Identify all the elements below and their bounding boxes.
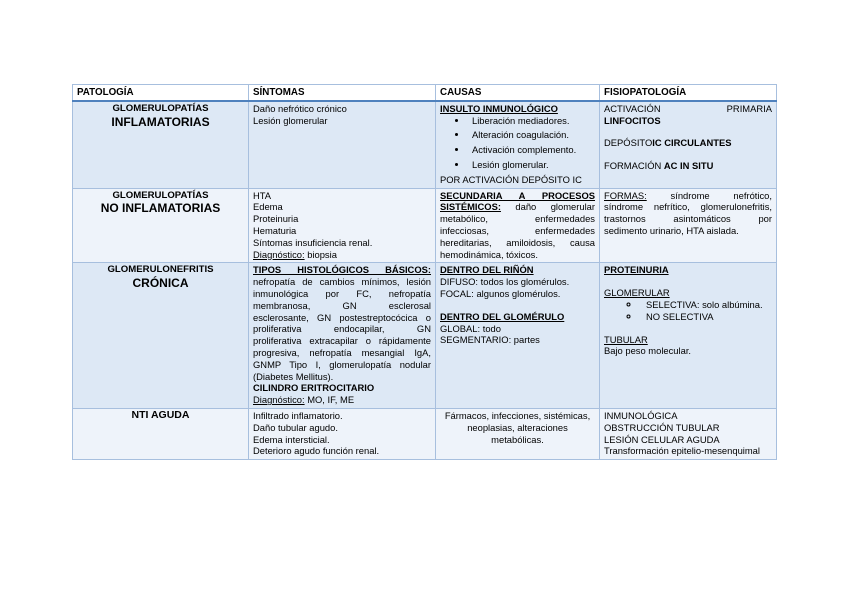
physio-heading: PROTEINURIA (604, 264, 669, 276)
physio-text: síndrome nefrótico, (646, 189, 772, 201)
symptom-text: Deterioro agudo función renal. (253, 445, 380, 457)
cell-sintomas (249, 188, 436, 263)
cell-fisiopatologia (600, 101, 777, 188)
cell-causas (436, 188, 600, 263)
pathology-name-line1: GLOMERULOPATÍAS (112, 189, 209, 201)
physio-text: LESIÓN CELULAR AGUDA (604, 433, 720, 445)
physio-subheading: TUBULAR (604, 333, 648, 345)
cell-causas (436, 263, 600, 409)
pathology-name-line1: GLOMERULONEFRITIS (107, 264, 214, 276)
cause-text: SEGMENTARIO: partes (440, 334, 540, 346)
symptom-text: Lesión glomerular (253, 114, 328, 126)
physio-text: INMUNOLÓGICA (604, 409, 678, 421)
header-causas: CAUSAS (436, 85, 600, 101)
cause-text: hemodinámica, tóxicos. (440, 248, 538, 260)
cause-footer: POR ACTIVACIÓN DEPÓSITO IC (440, 173, 582, 185)
cause-heading: SISTÉMICOS: (440, 201, 501, 213)
symptom-text: nefropatía de cambios mínimos, lesión (253, 276, 431, 288)
symptom-text: progresiva, nefropatía mesangial IgA, (253, 346, 431, 358)
physio-text: Transformación epitelio-mesenquimal (604, 445, 760, 457)
physio-text-bold: AC IN SITU (663, 160, 714, 172)
cause-text: metabólicas. (491, 433, 544, 445)
physio-line (604, 160, 772, 172)
list-item: • Activación complemento. (468, 144, 595, 156)
diagnosis-label: Diagnóstico: (253, 248, 305, 260)
symptom-text: HTA (253, 189, 272, 201)
pathology-name-line2: CRÓNICA (132, 276, 189, 291)
physio-line (604, 103, 772, 115)
symptom-text: Infiltrado inflamatorio. (253, 409, 343, 421)
table-row (73, 263, 777, 409)
physio-text-bold: LINFOCITOS (604, 114, 661, 126)
cell-fisiopatologia (600, 188, 777, 263)
symptom-text: Daño nefrótico crónico (253, 102, 347, 114)
cell-sintomas (249, 263, 436, 409)
cause-text: neoplasias, alteraciones (467, 421, 568, 433)
physio-subheading: GLOMERULAR (604, 287, 670, 299)
cause-text: metabólico, enfermedades (440, 213, 595, 225)
cause-text: daño glomerular (500, 201, 595, 213)
cause-text: GLOBAL: todo (440, 322, 501, 334)
symptom-text: esclerosante, GN postestreptocócica o (253, 311, 431, 323)
diagnosis-line (253, 249, 431, 261)
symptom-text: Edema (253, 201, 283, 213)
cause-heading: DENTRO DEL GLOMÉRULO (440, 310, 565, 322)
cell-causas (436, 408, 600, 459)
list-item: ◦ NO SELECTIVA (640, 311, 772, 323)
physio-text: DEPÓSITO (604, 137, 653, 149)
pathology-name-line2: NO INFLAMATORIAS (100, 201, 221, 216)
symptom-text: proliferativa extracapilar o rápidamente (253, 335, 431, 347)
diagnosis-value: biopsia (304, 248, 337, 260)
list-item: • Liberación mediadores. (468, 115, 595, 127)
symptom-text: GNMP Tipo I, glomerulopatía nodular (253, 358, 431, 370)
cause-line (440, 201, 595, 213)
pathology-table (72, 84, 777, 460)
cause-text: hereditarias, amiloidosis, causa (440, 236, 595, 248)
cell-sintomas (249, 101, 436, 188)
list-item: • Lesión glomerular. (468, 159, 595, 171)
header-patologia: PATOLOGÍA (73, 85, 249, 101)
physio-circle-list (604, 299, 772, 323)
header-sintomas: SÍNTOMAS (249, 85, 436, 101)
symptom-text: inmunológica por FC, nefropatía (253, 287, 431, 299)
cause-text: FOCAL: algunos glomérulos. (440, 287, 561, 299)
physio-text: Bajo peso molecular. (604, 345, 692, 357)
cause-text: infecciosas, enfermedades (440, 224, 595, 236)
symptom-text: Daño tubular agudo. (253, 421, 338, 433)
diagnosis-value: MO, IF, ME (304, 394, 355, 406)
physio-text: sedimento urinario, HTA aislada. (604, 224, 739, 236)
cell-fisiopatologia (600, 263, 777, 409)
pathology-name-line1: GLOMERULOPATÍAS (112, 102, 209, 114)
cell-fisiopatologia (600, 408, 777, 459)
diagnosis-line (253, 394, 431, 406)
diagnosis-label: Diagnóstico: (253, 394, 305, 406)
header-row (73, 85, 777, 101)
symptom-text: Síntomas insuficiencia renal. (253, 236, 373, 248)
list-item: ◦ SELECTIVA: solo albúmina. (640, 299, 772, 311)
pathology-name-line2: INFLAMATORIAS (111, 114, 210, 129)
cell-sintomas (249, 408, 436, 459)
physio-text: FORMACIÓN (604, 160, 662, 172)
cause-heading: SECUNDARIA A PROCESOS (440, 189, 595, 201)
cause-heading: INSULTO INMUNOLÓGICO (440, 102, 558, 114)
symptom-text: Proteinuria (253, 213, 299, 225)
cell-patologia (73, 101, 249, 188)
physio-line (604, 190, 772, 202)
header-fisiopatologia: FISIOPATOLOGÍA (600, 85, 777, 101)
symptom-text: Hematuria (253, 224, 297, 236)
physio-line (604, 137, 772, 149)
cell-causas (436, 101, 600, 188)
table-row (73, 408, 777, 459)
symptom-text: Edema intersticial. (253, 433, 330, 445)
symptom-text: proliferativa endocapilar, GN (253, 323, 431, 335)
cell-patologia (73, 188, 249, 263)
physio-text: trastornos asintomáticos por (604, 213, 772, 225)
symptom-text: (Diabetes Mellitus). (253, 370, 334, 382)
list-item: • Alteración coagulación. (468, 129, 595, 141)
cause-text: DIFUSO: todos los glomérulos. (440, 276, 570, 288)
physio-text: síndrome nefrítico, glomerulonefritis, (604, 201, 772, 213)
cell-patologia (73, 408, 249, 459)
symptom-subheading: CILINDRO ERITROCITARIO (253, 382, 375, 394)
cause-heading: DENTRO DEL RIÑÓN (440, 264, 534, 276)
pathology-name-line1: NTI AGUDA (131, 408, 190, 421)
symptom-heading: TIPOS HISTOLÓGICOS BÁSICOS: (253, 264, 431, 276)
table-row (73, 101, 777, 188)
physio-text-bold: IC CIRCULANTES (652, 137, 732, 149)
physio-text: PRIMARIA (726, 102, 772, 114)
symptom-text: membranosa, GN esclerosal (253, 299, 431, 311)
table-row (73, 188, 777, 263)
cell-patologia (73, 263, 249, 409)
physio-text: ACTIVACIÓN (604, 102, 661, 114)
cause-bullet-list (440, 115, 595, 171)
cause-text: Fármacos, infecciones, sistémicas, (444, 409, 591, 421)
physio-label: FORMAS: (604, 189, 647, 201)
physio-text: OBSTRUCCIÓN TUBULAR (604, 421, 720, 433)
